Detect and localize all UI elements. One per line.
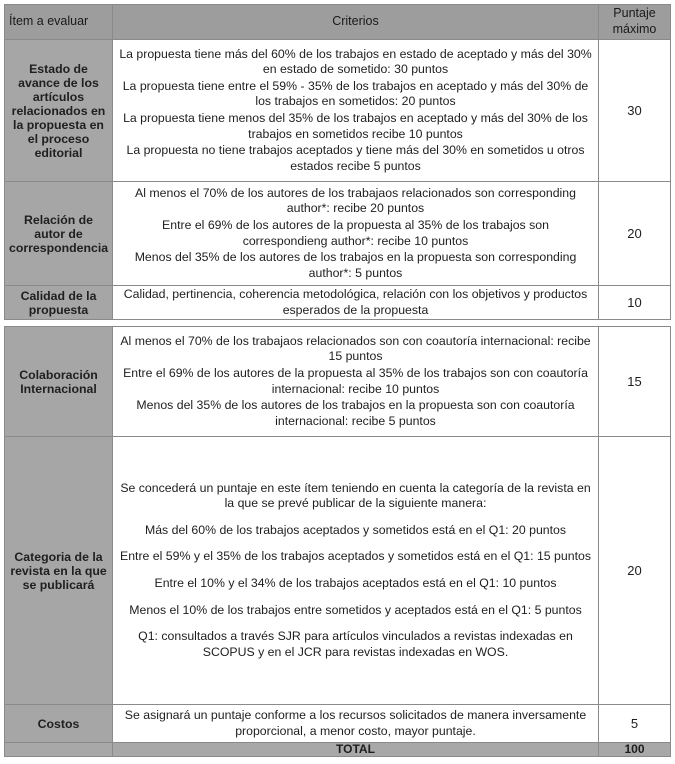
- criterion-text: La propuesta tiene entre el 59% - 35% de los trabajos en aceptado y más del 30% de los trabajos en sometidos: 20 puntos: [122, 78, 589, 109]
- evaluation-table: [4, 4, 671, 757]
- score-cell: 15: [599, 327, 671, 437]
- criterion-text: Q1: consultados a través SJR para artículos vinculados a revistas indexadas en SCOPUS y en el JCR para revistas indexadas en WOS.: [138, 629, 573, 659]
- evaluation-table-container: [4, 4, 670, 757]
- score-cell: 20: [599, 437, 671, 705]
- item-cell: Relación de autor de correspondencia: [5, 182, 113, 286]
- criterion-text: Más del 60% de los trabajos aceptados y sometidos está en el Q1: 20 puntos: [144, 522, 567, 537]
- criterion-text: Menos el 10% de los trabajos entre sometidos y aceptados está en el Q1: 5 puntos: [129, 602, 582, 617]
- criteria-cell: [113, 705, 599, 743]
- criterion-text: Al menos el 70% de los trabajaos relacionados son con coautoría internacional: recibe 15 puntos: [120, 333, 591, 364]
- total-row: [5, 743, 671, 757]
- header-max-score: Puntaje máximo: [599, 5, 671, 40]
- criterion-text: Entre el 69% de los autores de la propuesta al 35% de los trabajos son correspondieng author*: recibe 10 puntos: [162, 217, 549, 248]
- criterion-text: Menos del 35% de los autores de los trabajos en la propuesta son corresponding author*: 5 puntos: [134, 250, 577, 280]
- header-item: Ítem a evaluar: [5, 5, 113, 40]
- header-criteria: Criterios: [113, 5, 599, 40]
- score-cell: 10: [599, 286, 671, 320]
- criterion-text: Entre el 10% y el 34% de los trabajos aceptados está en el Q1: 10 puntos: [154, 576, 557, 590]
- score-cell: 20: [599, 182, 671, 286]
- item-cell: Costos: [5, 705, 113, 743]
- criterion-text: Se asignará un puntaje conforme a los recursos solicitados de manera inversamente proporcional, a menor costo, mayor puntaje.: [124, 707, 587, 738]
- item-cell: Calidad de la propuesta: [5, 286, 113, 320]
- criterion-text: La propuesta no tiene trabajos aceptados y tiene más del 30% en sometidos u otros estados recibe 5 puntos: [126, 143, 585, 173]
- criteria-cell: [113, 327, 599, 437]
- total-label: TOTAL: [113, 743, 599, 757]
- table-row: [5, 705, 671, 743]
- criterion-text: Entre el 69% de los autores de la propuesta al 35% de los trabajos son con coautoría internacional: recibe 10 puntos: [123, 365, 588, 396]
- table-gap: [5, 320, 671, 327]
- criteria-cell: [113, 437, 599, 705]
- table-row: [5, 327, 671, 437]
- criteria-cell: [113, 182, 599, 286]
- total-value: 100: [599, 743, 671, 757]
- criteria-cell: [113, 40, 599, 182]
- criteria-cell: [113, 286, 599, 320]
- criterion-text: Se concederá un puntaje en este ítem teniendo en cuenta la categoría de la revista en la que se prevé publicar de la siguiente manera:: [120, 480, 591, 511]
- header-row: [5, 5, 671, 40]
- table-row: [5, 40, 671, 182]
- item-cell: Categoria de la revista en la que se publicará: [5, 437, 113, 705]
- item-cell: Colaboración Internacional: [5, 327, 113, 437]
- score-cell: 30: [599, 40, 671, 182]
- table-row: [5, 437, 671, 705]
- table-row: [5, 182, 671, 286]
- criterion-text: Calidad, pertinencia, coherencia metodológica, relación con los objetivos y productos esperados de la propuesta: [123, 286, 588, 317]
- total-blank-cell: [5, 743, 113, 757]
- score-cell: 5: [599, 705, 671, 743]
- criterion-text: Entre el 59% y el 35% de los trabajos aceptados y sometidos está en el Q1: 15 puntos: [120, 549, 591, 564]
- criterion-text: Al menos el 70% de los autores de los trabajaos relacionados son corresponding author*: recibe 20 puntos: [135, 185, 576, 216]
- criterion-text: Menos del 35% de los autores de los trabajos en la propuesta son con coautoría internacional: recibe 5 puntos: [136, 398, 575, 428]
- item-cell: Estado de avance de los artículos relacionados en la propuesta en el proceso editorial: [5, 40, 113, 182]
- table-row: [5, 286, 671, 320]
- criterion-text: La propuesta tiene menos del 35% de los trabajos en aceptado y más del 30% de los trabajos en sometidos recibe 10 puntos: [123, 111, 588, 141]
- criterion-text: La propuesta tiene más del 60% de los trabajos en estado de aceptado y más del 30% en estado de sometido: 30 puntos: [119, 46, 592, 77]
